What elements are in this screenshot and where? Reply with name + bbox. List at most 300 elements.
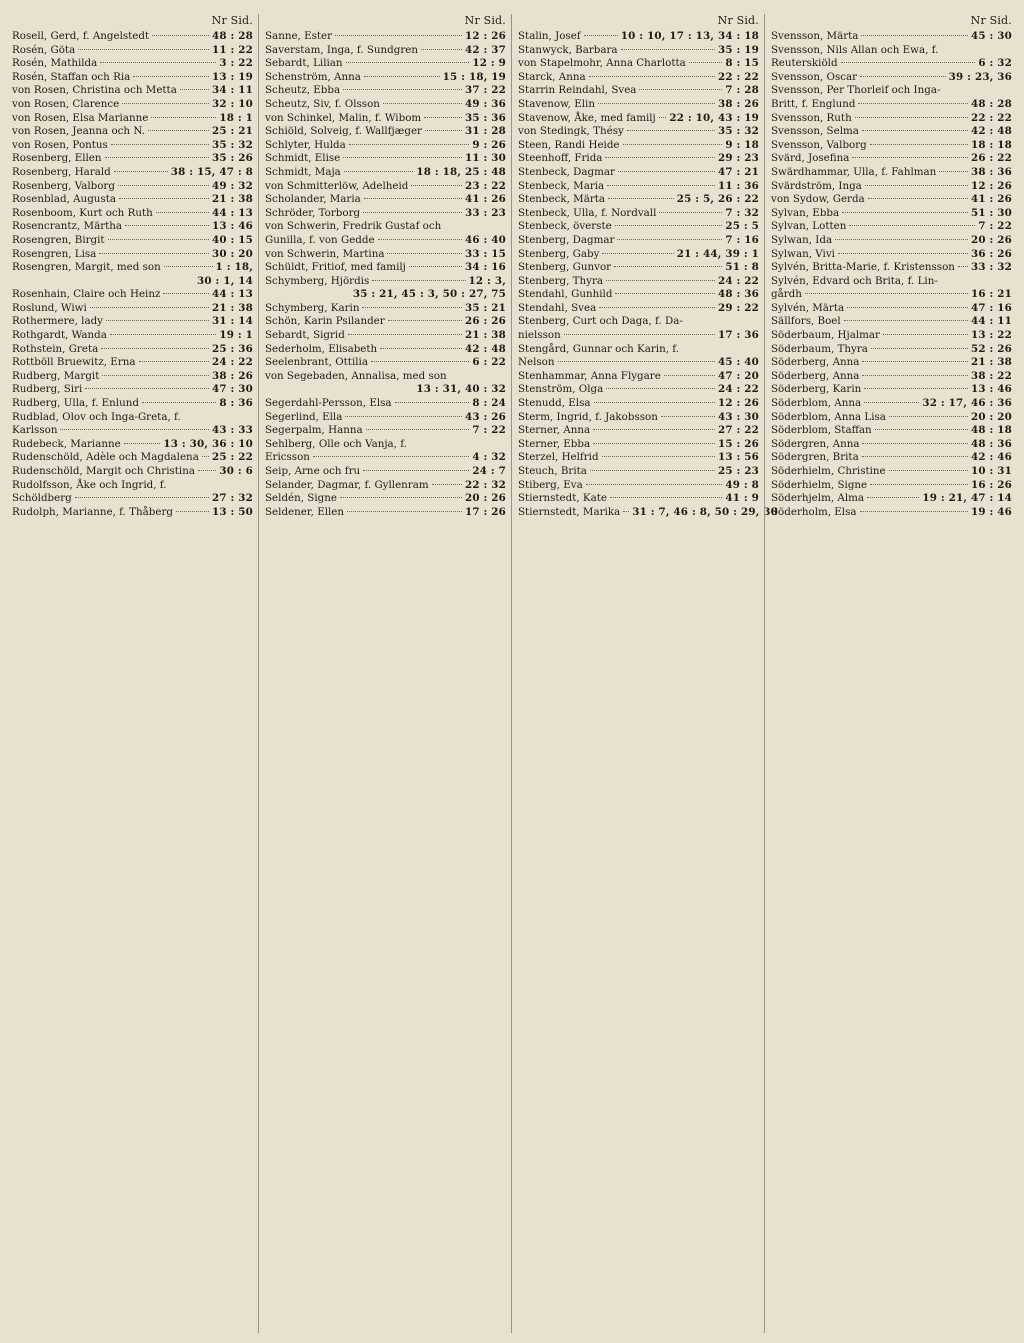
entry-reference: 12 : 9 — [472, 57, 506, 70]
entry-name: von Schinkel, Malin, f. Wibom — [265, 111, 422, 124]
index-column — [265, 14, 506, 1333]
index-entry — [12, 84, 253, 98]
index-entry — [265, 152, 506, 166]
entry-reference: 26 : 26 — [464, 315, 506, 328]
dot-leader — [100, 62, 216, 63]
entry-name: Svensson, Ruth — [771, 111, 852, 124]
index-entry — [12, 438, 253, 452]
dot-leader — [345, 416, 462, 417]
index-entry — [12, 492, 253, 506]
dot-leader — [366, 429, 470, 430]
entry-name: Rosenblad, Augusta — [12, 193, 116, 206]
entry-name: Segerdahl-Persson, Elsa — [265, 397, 392, 410]
entry-name: Stiberg, Eva — [518, 478, 583, 491]
index-entry — [518, 465, 759, 479]
dot-leader — [363, 470, 469, 471]
index-entry — [518, 451, 759, 465]
entry-reference: 7 : 22 — [472, 424, 506, 437]
entry-name: Söderblom, Anna Lisa — [771, 410, 886, 423]
entry-name: Rosenhain, Claire och Heinz — [12, 288, 161, 301]
dot-leader — [102, 375, 209, 376]
entry-reference: 11 : 30 — [464, 152, 506, 165]
dot-leader — [584, 35, 618, 36]
dot-leader — [105, 157, 209, 158]
entry-reference: 23 : 22 — [464, 179, 506, 192]
entry-reference: 42 : 48 — [970, 125, 1012, 138]
entry-reference: 15 : 26 — [717, 437, 759, 450]
dot-leader — [889, 416, 968, 417]
index-entry — [518, 288, 759, 302]
entry-name: Sällfors, Boel — [771, 315, 841, 328]
entry-name: Schüldt, Fritiof, med familj — [265, 261, 406, 274]
entry-reference: 13 : 56 — [717, 451, 759, 464]
dot-leader — [608, 198, 674, 199]
entry-name: Stenström, Olga — [518, 383, 604, 396]
dot-leader — [605, 157, 715, 158]
dot-leader — [202, 456, 209, 457]
dot-leader — [627, 130, 715, 131]
index-entry — [12, 288, 253, 302]
entry-reference: 49 : 8 — [725, 478, 759, 491]
entry-reference: 47 : 30 — [211, 383, 253, 396]
index-entry — [265, 193, 506, 207]
entry-reference: 38 : 36 — [970, 165, 1012, 178]
index-entry — [518, 207, 759, 221]
entry-name: Svensson, Per Thorleif och Inga- — [771, 84, 941, 97]
entry-reference: 12 : 26 — [970, 179, 1012, 192]
entry-reference: 7 : 16 — [725, 233, 759, 246]
entry-reference: 44 : 13 — [211, 206, 253, 219]
dot-leader — [838, 253, 968, 254]
entry-name: Svensson, Nils Allan och Ewa, f. — [771, 43, 939, 56]
entry-reference: 8 : 24 — [472, 397, 506, 410]
index-entry — [518, 152, 759, 166]
index-column — [771, 14, 1012, 1333]
dot-leader — [855, 117, 968, 118]
dot-leader — [411, 185, 462, 186]
dot-leader — [860, 76, 946, 77]
dot-leader — [395, 402, 470, 403]
dot-leader — [610, 497, 722, 498]
index-entry — [12, 383, 253, 397]
entry-name: Reuterskiöld — [771, 57, 838, 70]
entry-reference: 21 : 38 — [211, 193, 253, 206]
entry-reference: 22 : 10, 43 : 19 — [669, 111, 759, 124]
entry-name: Rudenschöld, Margit och Christina — [12, 465, 195, 477]
dot-leader — [614, 266, 722, 267]
index-entry — [771, 302, 1012, 316]
entry-reference: 31 : 14 — [211, 315, 253, 328]
entry-reference: 35 : 19 — [717, 43, 759, 56]
entry-name: Rudberg, Margit — [12, 369, 100, 382]
dot-leader — [139, 361, 209, 362]
entry-reference: 48 : 28 — [211, 30, 253, 42]
entry-name: von Schmitterlöw, Adelheid — [265, 179, 409, 192]
index-entry — [265, 248, 506, 262]
index-entry — [771, 193, 1012, 207]
dot-leader — [862, 443, 967, 444]
entry-name: Rothermere, lady — [12, 315, 103, 328]
entry-reference: 21 : 44, 39 : 1 — [676, 247, 759, 260]
dot-leader — [378, 239, 462, 240]
dot-leader — [862, 375, 968, 376]
entry-reference: 13 : 46 — [211, 220, 253, 233]
index-entry — [518, 139, 759, 153]
entry-reference: 13 : 22 — [970, 329, 1012, 342]
entry-name: Rudebeck, Marianne — [12, 437, 121, 450]
entry-reference: 30 : 1, 14 — [197, 274, 253, 287]
entry-reference: 22 : 32 — [464, 478, 506, 491]
entry-reference: 40 : 15 — [211, 233, 253, 246]
entry-name: Scholander, Maria — [265, 193, 361, 206]
entry-name: Rosenberg, Valborg — [12, 179, 115, 192]
index-column — [518, 14, 778, 1333]
entry-reference: 11 : 22 — [211, 43, 253, 56]
dot-leader — [372, 280, 465, 281]
dot-leader — [106, 320, 209, 321]
entry-name: Stavenow, Elin — [518, 97, 595, 110]
entry-name: Seip, Arne och fru — [265, 465, 361, 477]
dot-leader — [101, 348, 209, 349]
dot-leader — [75, 497, 209, 498]
entry-name: Söderblom, Staffan — [771, 424, 872, 437]
entry-reference: 13 : 30, 36 : 10 — [163, 437, 253, 450]
dot-leader — [111, 144, 209, 145]
dot-leader — [871, 348, 968, 349]
entry-name: Sebardt, Sigrid — [265, 329, 345, 342]
entry-reference: 20 : 26 — [970, 233, 1012, 246]
index-entry — [771, 424, 1012, 438]
entry-name: Stenberg, Curt och Daga, f. Da- — [518, 315, 683, 328]
entry-reference: 25 : 5 — [725, 220, 759, 233]
index-column — [12, 14, 253, 1333]
dot-leader — [594, 402, 715, 403]
entry-name: Schiöld, Solveig, f. Wallfjæger — [265, 125, 422, 138]
index-entry — [265, 315, 506, 329]
index-entry — [518, 356, 759, 370]
entry-reference: 38 : 15, 47 : 8 — [170, 165, 253, 178]
dot-leader — [860, 511, 968, 512]
index-entry — [12, 370, 253, 384]
index-entry — [518, 98, 759, 112]
entry-name: Rudolfsson, Åke och Ingrid, f. — [12, 478, 167, 491]
entry-reference: 19 : 46 — [970, 505, 1012, 518]
entry-name: Söderholm, Elsa — [771, 505, 857, 518]
entry-reference: 49 : 32 — [211, 179, 253, 192]
dot-leader — [409, 266, 462, 267]
index-entry — [265, 329, 506, 343]
index-entry — [518, 411, 759, 425]
dot-leader — [623, 511, 629, 512]
index-entry — [518, 112, 759, 126]
dot-leader — [659, 212, 722, 213]
dot-leader — [842, 212, 968, 213]
entry-name: Stendahl, Gunhild — [518, 288, 613, 301]
dot-leader — [383, 103, 462, 104]
index-entry — [265, 98, 506, 112]
entry-reference: 43 : 26 — [464, 410, 506, 423]
entry-reference: 13 : 50 — [211, 505, 253, 518]
entry-name: Söderhjelm, Alma — [771, 492, 865, 505]
entry-name: Rosengren, Lisa — [12, 247, 97, 260]
entry-reference: 45 : 40 — [717, 356, 759, 369]
index-entry — [265, 112, 506, 126]
dot-leader — [151, 117, 216, 118]
dot-leader — [607, 185, 715, 186]
entry-reference: 19 : 21, 47 : 14 — [922, 492, 1012, 505]
index-entry — [518, 275, 759, 289]
dot-leader — [421, 49, 462, 50]
entry-reference: 41 : 26 — [464, 193, 506, 206]
entry-reference: 17 : 36 — [717, 329, 759, 342]
index-entry — [12, 220, 253, 234]
index-entry — [12, 479, 253, 493]
index-entry — [518, 234, 759, 248]
index-entry — [771, 207, 1012, 221]
dot-leader — [363, 212, 462, 213]
dot-leader — [617, 239, 722, 240]
index-entry — [771, 288, 1012, 302]
index-entry — [265, 411, 506, 425]
index-entry — [12, 275, 253, 289]
entry-reference: 26 : 22 — [970, 152, 1012, 165]
entry-reference: 10 : 10, 17 : 13, 34 : 18 — [620, 30, 759, 42]
entry-reference: 32 : 10 — [211, 97, 253, 110]
dot-leader — [176, 511, 209, 512]
dot-leader — [349, 144, 470, 145]
dot-leader — [343, 157, 462, 158]
entry-reference: 24 : 7 — [472, 465, 506, 477]
entry-name: gårdh — [771, 288, 802, 301]
entry-name: Steen, Randi Heide — [518, 138, 620, 151]
dot-leader — [114, 171, 168, 172]
entry-name: Stenberg, Dagmar — [518, 233, 615, 246]
entry-name: Sylvén, Britta-Marie, f. Kristensson — [771, 261, 955, 274]
dot-leader — [424, 117, 462, 118]
entry-name: von Rosen, Elsa Marianne — [12, 111, 149, 124]
index-entry — [518, 44, 759, 58]
index-entry — [265, 479, 506, 493]
entry-reference: 36 : 26 — [970, 247, 1012, 260]
dot-leader — [362, 307, 462, 308]
dot-leader — [598, 103, 715, 104]
entry-name: von Rosen, Christina och Metta — [12, 84, 177, 97]
dot-leader — [623, 144, 723, 145]
index-entry — [771, 112, 1012, 126]
index-entry — [771, 44, 1012, 58]
dot-leader — [599, 307, 715, 308]
entry-reference: 4 : 32 — [472, 451, 506, 464]
entry-name: von Segebaden, Annalisa, med son — [265, 369, 447, 382]
entry-name: Svärdström, Inga — [771, 179, 862, 192]
entry-reference: 42 : 46 — [970, 451, 1012, 464]
entry-reference: 48 : 28 — [970, 97, 1012, 110]
entry-name: Söderberg, Anna — [771, 356, 860, 369]
entry-name: Rosenberg, Ellen — [12, 152, 102, 165]
dot-leader — [602, 456, 715, 457]
index-entry — [771, 57, 1012, 71]
entry-reference: 12 : 3, — [468, 274, 506, 287]
dot-leader — [661, 416, 715, 417]
entry-reference: 48 : 36 — [970, 437, 1012, 450]
dot-leader — [862, 361, 968, 362]
entry-name: Stalin, Josef — [518, 30, 581, 42]
dot-leader — [387, 253, 461, 254]
entry-reference: 44 : 11 — [970, 315, 1012, 328]
dot-leader — [313, 456, 469, 457]
dot-leader — [864, 388, 968, 389]
entry-reference: 19 : 1 — [219, 329, 253, 342]
entry-name: Stenberg, Gunvor — [518, 261, 612, 274]
entry-reference: 25 : 22 — [211, 451, 253, 464]
dot-leader — [152, 35, 209, 36]
dot-leader — [958, 266, 968, 267]
index-entry — [771, 506, 1012, 520]
index-entry — [12, 315, 253, 329]
index-entry — [518, 125, 759, 139]
entry-reference: 30 : 6 — [219, 465, 253, 477]
index-entry — [265, 44, 506, 58]
dot-leader — [364, 198, 462, 199]
entry-name: Britt, f. Englund — [771, 97, 856, 110]
entry-name: Svensson, Oscar — [771, 70, 858, 83]
entry-name: Sylwan, Vivi — [771, 247, 835, 260]
entry-reference: 15 : 18, 19 — [442, 70, 506, 83]
entry-reference: 12 : 26 — [717, 397, 759, 410]
index-entry — [771, 356, 1012, 370]
dot-leader — [939, 171, 968, 172]
index-entry — [265, 383, 506, 397]
index-entry — [265, 424, 506, 438]
entry-reference: 52 : 26 — [970, 342, 1012, 355]
index-entry — [771, 370, 1012, 384]
dot-leader — [862, 130, 968, 131]
entry-reference: 42 : 37 — [464, 43, 506, 56]
index-entry — [771, 397, 1012, 411]
dot-leader — [119, 198, 209, 199]
index-entry — [518, 166, 759, 180]
entry-name: Schöldberg — [12, 492, 72, 505]
entry-reference: 30 : 20 — [211, 247, 253, 260]
entry-reference: 25 : 36 — [211, 342, 253, 355]
index-entry — [518, 424, 759, 438]
index-entry — [518, 30, 759, 44]
entry-name: Sylvan, Ebba — [771, 206, 840, 219]
index-entry — [265, 234, 506, 248]
entry-name: Svensson, Valborg — [771, 138, 867, 151]
entry-name: Seldener, Ellen — [265, 505, 345, 518]
dot-leader — [805, 293, 968, 294]
entry-reference: 21 : 38 — [211, 301, 253, 314]
index-entry — [265, 139, 506, 153]
entry-name: Rottböll Bruewitz, Erna — [12, 356, 136, 369]
entry-name: Schröder, Torborg — [265, 206, 361, 219]
dot-leader — [659, 117, 667, 118]
entry-name: Rosell, Gerd, f. Angelstedt — [12, 30, 150, 42]
entry-reference: 35 : 36 — [464, 111, 506, 124]
entry-reference: 31 : 7, 46 : 8, 50 : 29, 30 — [632, 505, 778, 518]
entry-name: von Stedingk, Thésy — [518, 125, 624, 138]
index-entry — [265, 166, 506, 180]
index-entry — [518, 479, 759, 493]
entry-reference: 51 : 30 — [970, 206, 1012, 219]
entry-name: Starrin Reindahl, Svea — [518, 84, 637, 97]
dot-leader — [163, 293, 209, 294]
dot-leader — [142, 402, 216, 403]
index-entry — [12, 166, 253, 180]
dot-leader — [858, 103, 967, 104]
entry-name: Rosenboom, Kurt och Ruth — [12, 206, 153, 219]
entry-name: Sebardt, Lilian — [265, 57, 343, 70]
entry-reference: 18 : 1 — [219, 111, 253, 124]
dot-leader — [108, 239, 209, 240]
entry-reference: 47 : 21 — [717, 165, 759, 178]
entry-name: Rudberg, Ulla, f. Enlund — [12, 397, 139, 410]
entry-reference: 37 : 22 — [464, 84, 506, 97]
index-entry — [12, 57, 253, 71]
entry-name: Sterner, Ebba — [518, 437, 591, 450]
entry-name: Stenhammar, Anna Flygare — [518, 369, 661, 382]
dot-leader — [124, 443, 161, 444]
entry-reference: 33 : 15 — [464, 247, 506, 260]
index-entry — [12, 424, 253, 438]
entry-name: Schmidt, Maja — [265, 165, 341, 178]
index-entry — [771, 479, 1012, 493]
entry-name: Swärdhammar, Ulla, f. Fahlman — [771, 165, 937, 178]
entry-name: Karlsson — [12, 424, 58, 437]
entry-reference: 51 : 8 — [725, 261, 759, 274]
entry-name: Steenhoff, Frida — [518, 152, 603, 165]
entry-reference: 47 : 16 — [970, 301, 1012, 314]
column-header: Nr Sid. — [970, 14, 1012, 27]
entry-reference: 7 : 28 — [725, 84, 759, 97]
entry-reference: 16 : 21 — [970, 288, 1012, 301]
entry-reference: 25 : 5, 26 : 22 — [676, 193, 759, 206]
index-entry — [771, 234, 1012, 248]
entry-name: Rosén, Mathilda — [12, 57, 98, 70]
entry-name: Nelson — [518, 356, 555, 369]
index-entry — [12, 98, 253, 112]
entry-reference: 1 : 18, — [215, 261, 253, 274]
index-entry — [771, 30, 1012, 44]
entry-name: Sterm, Ingrid, f. Jakobsson — [518, 410, 658, 423]
entry-reference: 34 : 11 — [211, 84, 253, 97]
index-entry — [518, 302, 759, 316]
entry-reference: 43 : 33 — [211, 424, 253, 437]
entry-name: Seelenbrant, Ottilia — [265, 356, 368, 369]
entry-name: Stiernstedt, Kate — [518, 492, 607, 505]
entry-reference: 29 : 22 — [717, 301, 759, 314]
entry-name: Selander, Dagmar, f. Gyllenram — [265, 478, 429, 491]
entry-reference: 43 : 30 — [717, 410, 759, 423]
entry-reference: 41 : 26 — [970, 193, 1012, 206]
index-entry — [518, 180, 759, 194]
entry-reference: 48 : 36 — [717, 288, 759, 301]
entry-name: Stenberg, Thyra — [518, 274, 604, 287]
entry-reference: 27 : 22 — [717, 424, 759, 437]
index-entry — [12, 343, 253, 357]
index-entry — [771, 411, 1012, 425]
index-entry — [12, 234, 253, 248]
index-entry — [518, 84, 759, 98]
dot-leader — [835, 239, 968, 240]
index-entry — [265, 465, 506, 479]
entry-name: Rosengren, Margit, med son — [12, 261, 161, 274]
entry-reference: 35 : 21, 45 : 3, 50 : 27, 75 — [352, 288, 506, 301]
entry-reference: 42 : 48 — [464, 342, 506, 355]
index-entry — [12, 248, 253, 262]
index-entry — [518, 370, 759, 384]
